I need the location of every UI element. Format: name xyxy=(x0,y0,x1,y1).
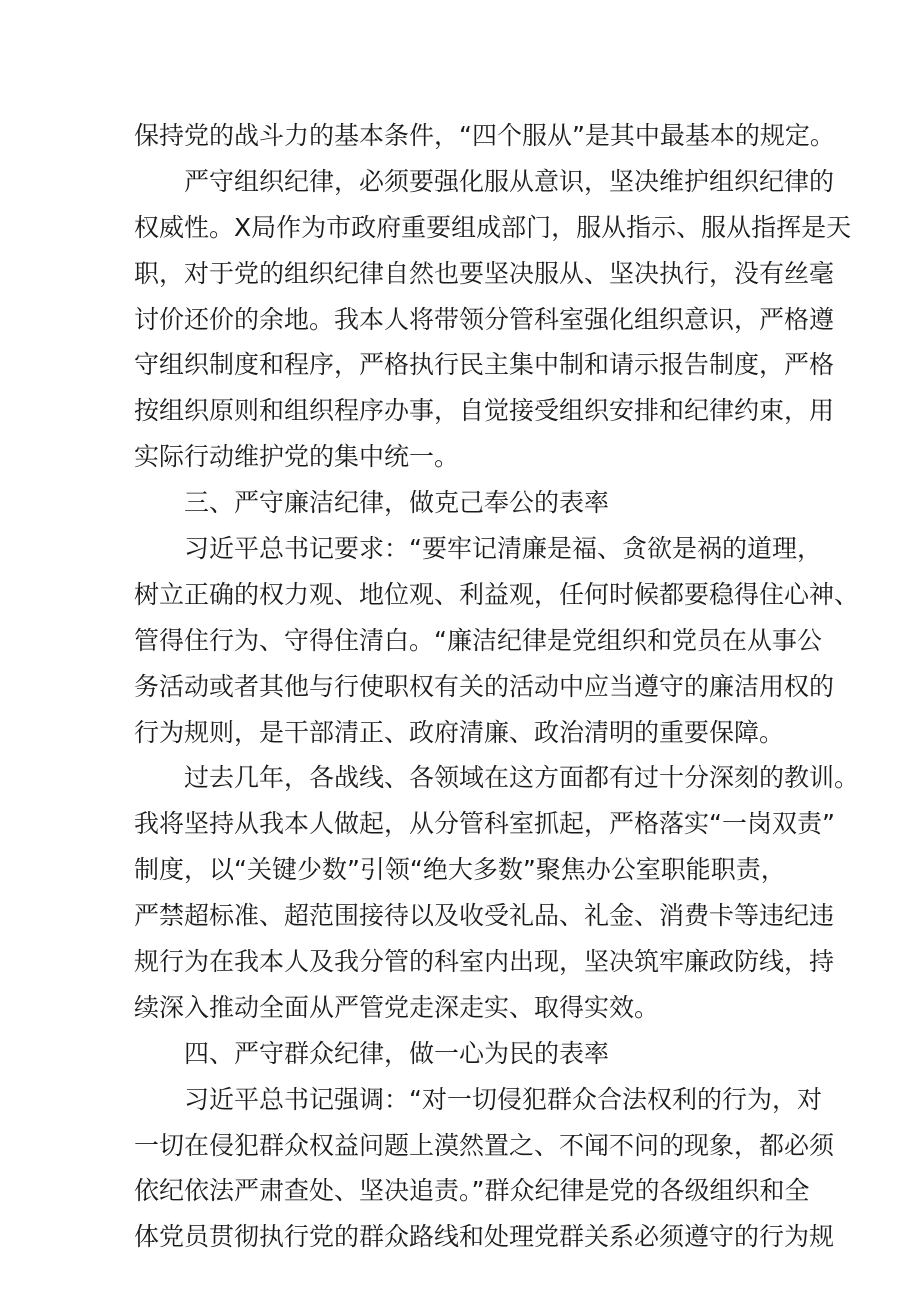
text-line: 依纪依法严肃查处、坚决追责。”群众纪律是党的各级组织和全 xyxy=(134,1176,810,1206)
text-line: 四、严守群众纪律，做一心为民的表率 xyxy=(184,1038,610,1068)
text-line: 管得住行为、守得住清白。“廉洁纪律是党组织和党员在从事公 xyxy=(134,625,822,655)
text-line: 规行为在我本人及我分管的科室内出现，坚决筑牢廉政防线，持 xyxy=(134,947,835,977)
text-line: 保持党的战斗力的基本条件，“四个服从”是其中最基本的规定。 xyxy=(134,121,835,150)
document-body xyxy=(134,113,860,1260)
text-line: 守组织制度和程序，严格执行民主集中制和请示报告制度，严格 xyxy=(134,350,835,380)
text-line: 制度，以“关键少数”引领“绝大多数”聚焦办公室职能职责， xyxy=(134,855,786,885)
text-line: 三、严守廉洁纪律，做克己奉公的表率 xyxy=(184,488,610,518)
text-line: 我将坚持从我本人做起，从分管科室抓起，严格落实“一岗双责” xyxy=(134,809,835,839)
text-line: 续深入推动全面从严管党走深走实、取得实效。 xyxy=(134,992,660,1022)
text-line: 严守组织纪律，必须要强化服从意识，坚决维护组织纪律的 xyxy=(184,166,835,196)
text-line: 职，对于党的组织纪律自然也要坚决服从、坚决执行，没有丝毫 xyxy=(134,258,835,288)
text-line: 务活动或者其他与行使职权有关的活动中应当遵守的廉洁用权的 xyxy=(134,671,835,701)
text-line: 一切在侵犯群众权益问题上漠然置之、不闻不问的现象，都必须 xyxy=(134,1130,835,1160)
text-line: 树立正确的权力观、地位观、利益观，任何时候都要稳得住心神、 xyxy=(134,579,860,609)
text-line: 实际行动维护党的集中统一。 xyxy=(134,442,460,472)
text-line: 权威性。X局作为市政府重要组成部门，服从指示、服从指挥是天 xyxy=(134,212,852,242)
text-line: 严禁超标准、超范围接待以及收受礼品、礼金、消费卡等违纪违 xyxy=(134,901,835,931)
text-line: 习近平总书记强调：“对一切侵犯群众合法权利的行为，对 xyxy=(184,1084,822,1114)
text-line: 体党员贯彻执行党的群众路线和处理党群关系必须遵守的行为规 xyxy=(134,1222,835,1252)
text-line: 按组织原则和组织程序办事，自觉接受组织安排和纪律约束，用 xyxy=(134,396,835,426)
text-line: 过去几年，各战线、各领域在这方面都有过十分深刻的教训。 xyxy=(184,763,860,793)
text-line: 行为规则，是干部清正、政府清廉、政治清明的重要保障。 xyxy=(134,717,785,747)
text-line: 习近平总书记要求：“要牢记清廉是福、贪欲是祸的道理， xyxy=(184,534,822,564)
text-line: 讨价还价的余地。我本人将带领分管科室强化组织意识，严格遵 xyxy=(134,304,835,334)
